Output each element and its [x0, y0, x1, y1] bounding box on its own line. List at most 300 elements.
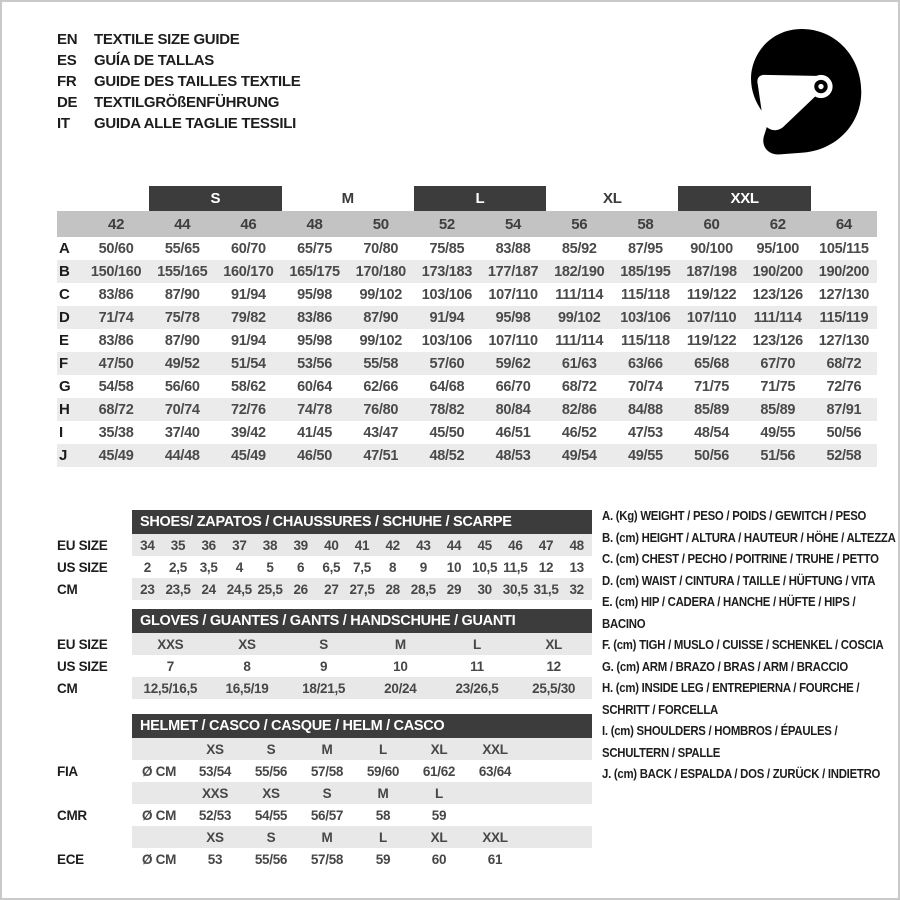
size-cell: XS — [238, 636, 256, 652]
size-value: 49/55 — [628, 447, 663, 464]
size-group-label: M — [341, 190, 354, 207]
row-label: CM — [57, 680, 78, 696]
size-cell: XS — [206, 829, 224, 845]
size-value: 47/50 — [98, 355, 134, 372]
size-cell: 27,5 — [349, 581, 375, 597]
size-value: 71/74 — [98, 309, 134, 326]
row-cells — [132, 556, 592, 578]
size-cell: 40 — [324, 537, 339, 553]
size-value: 63/66 — [628, 355, 663, 372]
size-value: 55/65 — [164, 240, 200, 257]
size-value: 72/76 — [826, 378, 862, 395]
size-value: 51/54 — [231, 355, 266, 372]
size-value: 68/72 — [98, 401, 134, 418]
size-value: 87/91 — [826, 401, 862, 418]
row-label: EU SIZE — [57, 537, 108, 553]
helmet-row — [57, 738, 592, 760]
size-cell: 53 — [207, 851, 223, 867]
size-value: 64/68 — [429, 378, 465, 395]
size-group-row — [57, 186, 877, 211]
size-value: 111/114 — [753, 309, 802, 326]
shoes-section-title: SHOES/ ZAPATOS / CHAUSSURES / SCHUHE / SCARPE — [132, 510, 592, 534]
size-value: 87/90 — [164, 332, 200, 349]
row-cells — [132, 633, 592, 655]
size-value: 99/102 — [359, 286, 403, 303]
measurement-row — [57, 260, 877, 283]
row-letter: H — [59, 401, 70, 418]
shoes-row — [57, 534, 592, 556]
size-cell: 34 — [140, 537, 155, 553]
size-value: 49/54 — [561, 447, 597, 464]
size-value: 41/45 — [297, 424, 332, 441]
numeric-size: 42 — [108, 215, 125, 233]
size-value: 58/62 — [231, 378, 266, 395]
size-value: 119/122 — [686, 332, 737, 349]
legend-item: C. (cm) CHEST / PECHO / POITRINE / TRUHE / PETTO — [602, 551, 879, 566]
size-cell: 52/53 — [198, 807, 232, 823]
size-value: 83/86 — [297, 309, 332, 326]
size-value: 71/75 — [760, 378, 796, 395]
measurement-row — [57, 237, 877, 260]
size-cell: 13 — [569, 559, 584, 575]
numeric-size: 44 — [174, 215, 191, 233]
size-cell: 61 — [487, 851, 503, 867]
numeric-size: 56 — [571, 215, 588, 233]
numeric-size: 48 — [306, 215, 323, 233]
language-row — [57, 29, 300, 50]
language-code: ES — [57, 52, 77, 69]
size-value: 99/102 — [359, 332, 403, 349]
size-cell: 25,5 — [257, 581, 283, 597]
size-cell: 39 — [293, 537, 308, 553]
size-cell: 57/58 — [310, 763, 344, 779]
row-letter: B — [59, 263, 70, 280]
helmet-row — [57, 760, 592, 782]
size-value: 46/51 — [495, 424, 531, 441]
size-cell: 11,5 — [503, 559, 528, 575]
size-cell: 59/60 — [366, 763, 400, 779]
size-cell: 3,5 — [199, 559, 218, 575]
size-value: 127/130 — [818, 286, 870, 303]
size-cell: 12 — [538, 559, 554, 575]
size-cell: 44 — [446, 537, 462, 553]
shoes-row — [57, 556, 592, 578]
row-values — [83, 425, 877, 441]
numeric-size: 62 — [769, 215, 786, 233]
size-group-label: S — [149, 186, 281, 211]
helmet-row — [57, 804, 592, 826]
size-value: 79/82 — [231, 309, 266, 326]
size-cell: 24 — [201, 581, 216, 597]
size-cell: 26 — [293, 581, 308, 597]
measurement-row — [57, 352, 877, 375]
size-value: 87/95 — [628, 240, 663, 257]
size-cell: Ø CM — [142, 763, 177, 779]
language-row — [57, 92, 300, 113]
size-cell: 10 — [446, 559, 462, 575]
language-title: GUÍA DE TALLAS — [94, 52, 214, 69]
size-value: 90/100 — [690, 240, 733, 257]
size-value: 84/88 — [628, 401, 663, 418]
helmet-row — [57, 848, 592, 870]
size-value: 48/53 — [495, 447, 531, 464]
helmet-section — [57, 714, 592, 870]
size-value: 78/82 — [429, 401, 465, 418]
size-value: 44/48 — [164, 447, 200, 464]
size-value: 95/100 — [756, 240, 800, 257]
language-code: FR — [57, 73, 77, 90]
size-cell: 4 — [235, 559, 243, 575]
size-value: 83/86 — [98, 286, 134, 303]
language-code: IT — [57, 115, 70, 132]
size-value: 65/75 — [297, 240, 332, 257]
size-value: 71/75 — [694, 378, 729, 395]
textile-size-table — [57, 186, 877, 467]
size-value: 60/70 — [231, 240, 266, 257]
size-cell: 23/26,5 — [455, 680, 499, 696]
size-cell: 54/55 — [254, 807, 288, 823]
gloves-row — [57, 677, 592, 699]
size-cell: 7,5 — [353, 559, 371, 575]
size-value: 165/175 — [289, 263, 340, 280]
size-value: 127/130 — [818, 332, 870, 349]
size-value: 53/56 — [297, 355, 332, 372]
size-cell: 18/21,5 — [302, 680, 346, 696]
size-cell: 60 — [431, 851, 447, 867]
size-value: 55/58 — [363, 355, 399, 372]
size-cell: XL — [545, 636, 562, 652]
row-letter: I — [59, 424, 63, 441]
size-value: 46/52 — [561, 424, 597, 441]
size-value: 85/92 — [561, 240, 597, 257]
measurement-row — [57, 444, 877, 467]
measurement-row — [57, 283, 877, 306]
standard-label: ECE — [57, 851, 84, 867]
size-cell: 8 — [389, 559, 397, 575]
size-cell: XXL — [482, 829, 508, 845]
size-value: 67/70 — [760, 355, 796, 372]
size-cell: XS — [262, 785, 280, 801]
size-cell: L — [379, 829, 387, 845]
size-value: 47/53 — [628, 424, 663, 441]
size-cell: 29 — [446, 581, 462, 597]
legend-item: E. (cm) HIP / CADERA / HANCHE / HÜFTE / HIPS / BACINO — [602, 594, 856, 631]
size-cell: XS — [206, 741, 224, 757]
helmet-section-title: HELMET / CASCO / CASQUE / HELM / CASCO — [132, 714, 592, 738]
size-value: 95/98 — [297, 332, 332, 349]
size-cell: 10 — [393, 658, 408, 674]
size-cell: 20/24 — [384, 680, 417, 696]
numeric-size: 58 — [637, 215, 654, 233]
size-value: 82/86 — [561, 401, 597, 418]
size-cell: 11 — [470, 658, 484, 674]
language-list — [57, 29, 300, 134]
size-value: 119/122 — [686, 286, 737, 303]
size-cell: 37 — [232, 537, 247, 553]
size-cell: 12,5/16,5 — [143, 680, 198, 696]
size-cell: 43 — [416, 537, 431, 553]
size-cell: S — [322, 785, 332, 801]
size-cell: 30 — [477, 581, 492, 597]
size-cell: 58 — [375, 807, 391, 823]
size-cell: 56/57 — [310, 807, 344, 823]
size-cell: 32 — [569, 581, 584, 597]
size-value: 50/56 — [694, 447, 729, 464]
measurement-legend — [602, 505, 898, 785]
helmet-row — [57, 826, 592, 848]
size-value: 50/60 — [98, 240, 134, 257]
row-letter: E — [59, 332, 69, 349]
size-cell: 24,5 — [226, 581, 252, 597]
legend-item: A. (Kg) WEIGHT / PESO / POIDS / GEWITCH / PESO — [602, 508, 867, 523]
size-value: 70/74 — [164, 401, 200, 418]
helmet-icon — [737, 24, 871, 158]
size-value: 103/106 — [620, 309, 671, 326]
size-cell: 23,5 — [165, 581, 191, 597]
row-values — [83, 310, 877, 326]
row-cells — [132, 760, 592, 782]
measurement-row — [57, 375, 877, 398]
size-value: 87/90 — [164, 286, 200, 303]
size-value: 72/76 — [231, 401, 266, 418]
row-cells — [132, 826, 592, 848]
size-cell: 2,5 — [169, 559, 187, 575]
size-cell: 36 — [201, 537, 216, 553]
size-cell: 8 — [243, 658, 251, 674]
gloves-row — [57, 633, 592, 655]
size-cell: 28 — [385, 581, 400, 597]
size-value: 190/200 — [818, 263, 870, 280]
size-cell: 47 — [538, 537, 554, 553]
row-values — [83, 402, 877, 418]
measurement-row — [57, 398, 877, 421]
size-value: 103/106 — [421, 286, 473, 303]
size-value: 46/50 — [297, 447, 332, 464]
row-cells — [132, 804, 592, 826]
size-value: 150/160 — [90, 263, 142, 280]
size-value: 155/165 — [157, 263, 208, 280]
size-value: 70/74 — [628, 378, 663, 395]
size-cell: 55/56 — [254, 763, 288, 779]
size-value: 85/89 — [694, 401, 729, 418]
size-value: 37/40 — [164, 424, 200, 441]
size-value: 35/38 — [98, 424, 134, 441]
row-letter: F — [59, 355, 68, 372]
row-label: EU SIZE — [57, 636, 108, 652]
size-value: 48/54 — [694, 424, 729, 441]
size-value: 74/78 — [297, 401, 332, 418]
size-cell: Ø CM — [142, 851, 177, 867]
legend-item: G. (cm) ARM / BRAZO / BRAS / ARM / BRACCIO — [602, 658, 848, 674]
numeric-size: 50 — [372, 215, 389, 233]
row-cells — [132, 534, 592, 556]
row-values — [83, 241, 877, 257]
size-cell: 2 — [143, 559, 151, 575]
size-value: 65/68 — [694, 355, 729, 372]
size-value: 160/170 — [223, 263, 274, 280]
size-value: 123/126 — [752, 286, 803, 303]
language-row — [57, 50, 300, 71]
row-label: CM — [57, 581, 78, 597]
row-label: US SIZE — [57, 559, 108, 575]
size-cell: L — [473, 636, 481, 652]
size-value: 103/106 — [421, 332, 473, 349]
language-title: GUIDA ALLE TAGLIE TESSILI — [94, 115, 296, 132]
size-value: 107/110 — [488, 286, 538, 303]
row-letter: G — [59, 378, 71, 395]
size-value: 49/52 — [164, 355, 200, 372]
size-cell: 28,5 — [410, 581, 436, 597]
size-value: 70/80 — [363, 240, 399, 257]
size-value: 87/90 — [363, 309, 399, 326]
size-cell: M — [394, 636, 406, 652]
size-cell: M — [321, 741, 333, 757]
row-cells — [132, 782, 592, 804]
size-cell: 63/64 — [478, 763, 512, 779]
size-cell: 5 — [266, 559, 274, 575]
row-values — [83, 333, 877, 349]
size-cell: 38 — [262, 537, 278, 553]
numeric-size-row — [57, 211, 877, 237]
size-cell: L — [379, 741, 387, 757]
language-title: TEXTILGRÖßENFÜHRUNG — [94, 94, 280, 111]
size-cell: S — [319, 636, 329, 652]
size-cell: 55/56 — [254, 851, 288, 867]
size-value: 47/51 — [363, 447, 399, 464]
size-value: 75/78 — [164, 309, 200, 326]
size-cell: 16,5/19 — [225, 680, 269, 696]
size-value: 52/58 — [826, 447, 862, 464]
size-value: 62/66 — [363, 378, 399, 395]
size-cell: 31,5 — [533, 581, 559, 597]
size-value: 105/115 — [819, 240, 869, 257]
row-values — [83, 264, 877, 280]
language-title: TEXTILE SIZE GUIDE — [94, 31, 240, 48]
size-value: 85/89 — [760, 401, 796, 418]
size-value: 173/183 — [421, 263, 473, 280]
size-value: 45/49 — [98, 447, 134, 464]
size-value: 83/86 — [98, 332, 134, 349]
size-value: 187/198 — [686, 263, 737, 280]
size-cell: 59 — [375, 851, 391, 867]
size-value: 66/70 — [495, 378, 531, 395]
legend-item: F. (cm) TIGH / MUSLO / CUISSE / SCHENKEL / COSCIA — [602, 637, 884, 652]
size-value: 59/62 — [495, 355, 531, 372]
size-group-label: XL — [603, 190, 622, 207]
size-cell: 25,5/30 — [532, 680, 576, 696]
size-value: 95/98 — [495, 309, 531, 326]
numeric-size: 60 — [703, 215, 720, 233]
size-value: 177/187 — [487, 263, 539, 280]
size-value: 49/55 — [760, 424, 796, 441]
language-row — [57, 71, 300, 92]
size-cell: M — [377, 785, 389, 801]
size-value: 83/88 — [495, 240, 531, 257]
size-value: 190/200 — [752, 263, 803, 280]
size-value: 57/60 — [429, 355, 465, 372]
size-cell: XL — [430, 829, 448, 845]
legend-item: B. (cm) HEIGHT / ALTURA / HAUTEUR / HÖHE / ALTEZZA — [602, 529, 896, 545]
shoes-section — [57, 510, 592, 600]
numeric-size: 46 — [240, 215, 257, 233]
shoes-row — [57, 578, 592, 600]
size-cell: 42 — [385, 537, 400, 553]
size-value: 99/102 — [557, 309, 601, 326]
size-value: 91/94 — [231, 332, 266, 349]
size-cell: 46 — [508, 537, 523, 553]
size-value: 115/118 — [621, 286, 670, 303]
row-letter: A — [59, 240, 70, 257]
row-label: US SIZE — [57, 658, 108, 674]
size-cell: 6,5 — [322, 559, 341, 575]
size-value: 123/126 — [752, 332, 803, 349]
size-value: 48/52 — [429, 447, 465, 464]
size-cell: 10,5 — [472, 559, 498, 575]
legend-item: H. (cm) INSIDE LEG / ENTREPIERNA / FOURCHE / SCHRITT / FORCELLA — [602, 680, 860, 717]
size-cell: XL — [430, 741, 448, 757]
size-value: 56/60 — [164, 378, 200, 395]
legend-item: D. (cm) WAIST / CINTURA / TAILLE / HÜFTUNG / VITA — [602, 572, 876, 588]
size-cell: 27 — [324, 581, 339, 597]
row-values — [83, 448, 877, 464]
size-value: 170/180 — [355, 263, 406, 280]
size-cell: 6 — [297, 559, 305, 575]
shoes-rows — [57, 534, 592, 600]
size-cell: 45 — [477, 537, 492, 553]
language-title: GUIDE DES TAILLES TEXTILE — [94, 73, 301, 90]
standard-label: FIA — [57, 763, 78, 779]
size-value: 107/110 — [686, 309, 737, 326]
size-cell: 61/62 — [422, 763, 456, 779]
row-letter: J — [59, 447, 68, 464]
size-value: 61/63 — [561, 355, 597, 372]
measurement-row — [57, 306, 877, 329]
numeric-size: 54 — [505, 215, 522, 233]
standard-label: CMR — [57, 807, 87, 823]
row-letter: C — [59, 286, 70, 303]
size-value: 50/56 — [826, 424, 862, 441]
legend-item: I. (cm) SHOULDERS / HOMBROS / ÉPAULES / SCHULTERN / SPALLE — [602, 723, 838, 760]
row-values — [83, 356, 877, 372]
size-value: 54/58 — [98, 378, 134, 395]
row-cells — [132, 848, 592, 870]
size-cell: 41 — [354, 537, 370, 553]
size-cell: 35 — [170, 537, 186, 553]
size-value: 182/190 — [554, 263, 605, 280]
size-value: 111/114 — [555, 286, 604, 303]
measurement-row — [57, 421, 877, 444]
row-letter: D — [59, 309, 70, 326]
measurement-row — [57, 329, 877, 352]
size-group-label: L — [414, 186, 546, 211]
row-cells — [132, 738, 592, 760]
size-cell: 57/58 — [310, 851, 344, 867]
size-value: 185/195 — [620, 263, 671, 280]
size-value: 95/98 — [297, 286, 332, 303]
size-value: 51/56 — [760, 447, 796, 464]
size-value: 68/72 — [826, 355, 862, 372]
gloves-rows — [57, 633, 592, 699]
size-cell: M — [321, 829, 333, 845]
size-cell: 9 — [320, 658, 328, 674]
size-value: 45/50 — [429, 424, 465, 441]
legend-item: J. (cm) BACK / ESPALDA / DOS / ZURÜCK / INDIETRO — [602, 766, 881, 781]
size-cell: 48 — [569, 537, 584, 553]
size-cell: 59 — [431, 807, 447, 823]
row-cells — [132, 677, 592, 699]
size-cell: 7 — [166, 658, 174, 674]
size-value: 76/80 — [363, 401, 399, 418]
